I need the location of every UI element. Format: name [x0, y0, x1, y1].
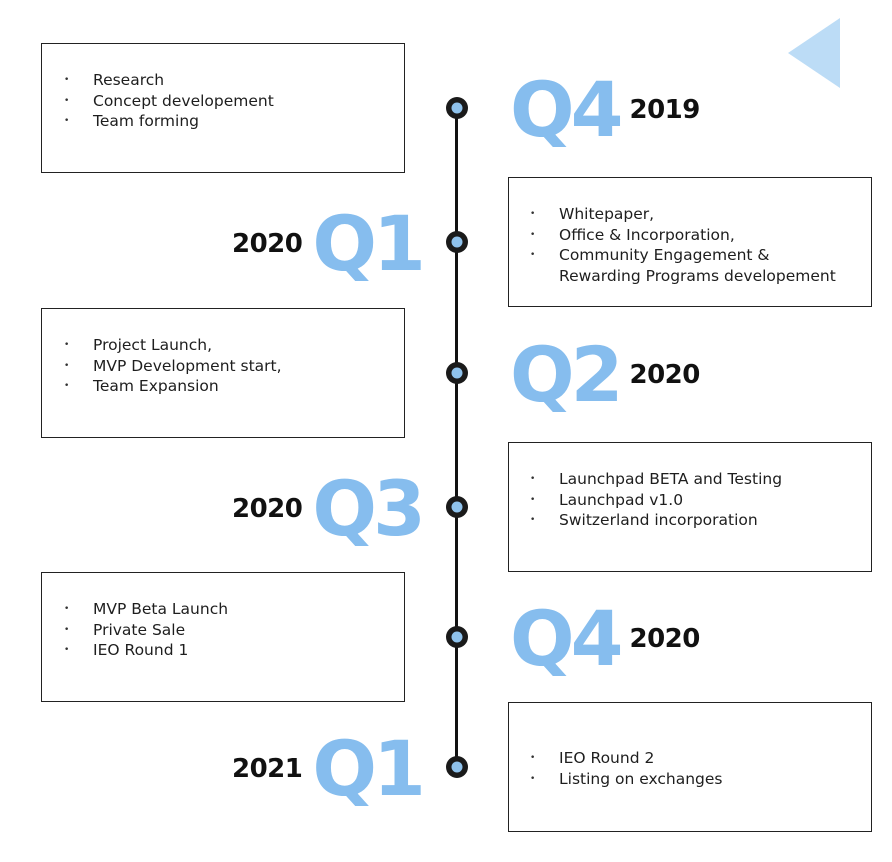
milestone-label-q4-2019	[510, 65, 700, 154]
milestone-label-q4-2020	[510, 594, 700, 683]
milestone-label-q2-2020	[510, 330, 700, 419]
milestone-list	[509, 748, 871, 789]
timeline-node	[446, 231, 468, 253]
list-item: • Community Engagement &	[509, 245, 871, 266]
list-item: Rewarding Programs developement	[559, 266, 836, 285]
timeline-node	[446, 756, 468, 778]
timeline-node	[446, 362, 468, 384]
list-item: • Launchpad BETA and Testing	[509, 469, 871, 490]
list-item: • Concept developement	[42, 91, 404, 112]
milestone-card-q2-2020	[41, 308, 405, 438]
milestone-label-q1-2021	[232, 724, 422, 813]
milestone-list	[509, 204, 871, 286]
timeline-node	[446, 626, 468, 648]
milestone-label-q1-2020	[232, 199, 422, 288]
list-item: • MVP Development start,	[42, 356, 404, 377]
quarter-label: Q4	[510, 65, 620, 154]
quarter-label: Q2	[510, 330, 620, 419]
milestone-list	[509, 469, 871, 531]
milestone-list	[42, 599, 404, 661]
list-item: • Team forming	[42, 111, 404, 132]
year-label: 2020	[629, 360, 700, 390]
year-label: 2020	[629, 624, 700, 654]
list-item: • Private Sale	[42, 620, 404, 641]
milestone-card-q4-2019	[41, 43, 405, 173]
milestone-card-q1-2021	[508, 702, 872, 832]
milestone-label-q3-2020	[232, 464, 422, 553]
list-item: • IEO Round 1	[42, 640, 404, 661]
list-item: • Switzerland incorporation	[509, 510, 871, 531]
triangle-icon	[788, 18, 840, 88]
quarter-label: Q4	[510, 594, 620, 683]
list-item: • Team Expansion	[42, 376, 404, 397]
list-item: • Launchpad v1.0	[509, 490, 871, 511]
list-item: • Office & Incorporation,	[509, 225, 871, 246]
milestone-card-q4-2020	[41, 572, 405, 702]
list-item: • IEO Round 2	[509, 748, 871, 769]
quarter-label: Q1	[312, 199, 422, 288]
list-item: • Listing on exchanges	[509, 769, 871, 790]
year-label: 2021	[232, 754, 303, 784]
milestone-card-q3-2020	[508, 442, 872, 572]
milestone-card-q1-2020	[508, 177, 872, 307]
milestone-list	[42, 70, 404, 132]
year-label: 2020	[232, 229, 303, 259]
timeline-node	[446, 97, 468, 119]
timeline-node	[446, 496, 468, 518]
list-item: • Project Launch,	[42, 335, 404, 356]
year-label: 2020	[232, 494, 303, 524]
list-item: • MVP Beta Launch	[42, 599, 404, 620]
list-item: • Whitepaper,	[509, 204, 871, 225]
list-item: • Research	[42, 70, 404, 91]
quarter-label: Q3	[312, 464, 422, 553]
year-label: 2019	[629, 95, 700, 125]
quarter-label: Q1	[312, 724, 422, 813]
milestone-list	[42, 335, 404, 397]
timeline-axis	[455, 108, 458, 768]
